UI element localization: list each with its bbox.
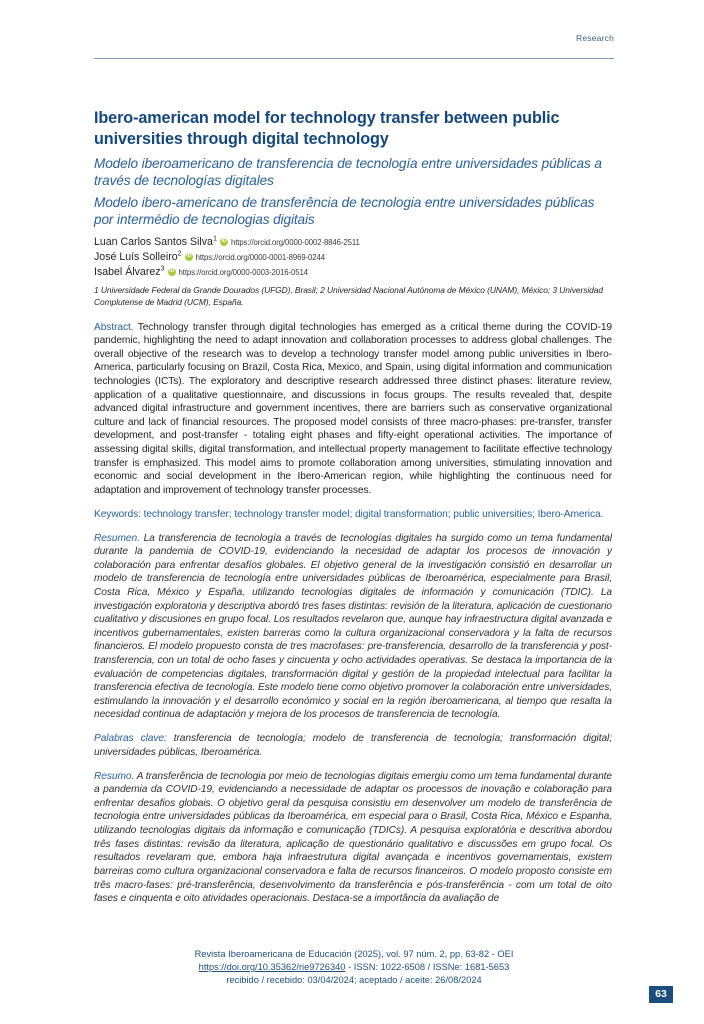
page-footer <box>94 948 614 988</box>
abstract-english <box>94 321 612 498</box>
palabras-clave-label: Palabras clave: <box>94 733 167 745</box>
issn-text: - ISSN: 1022-6508 / ISSNe: 1681-5653 <box>345 962 510 973</box>
author-entry <box>94 265 612 280</box>
keywords-label: Keywords <box>94 508 139 520</box>
resumen-label: Resumen. <box>94 532 140 544</box>
keywords-body: : technology transfer; technology transfer model; digital transformation; public universities; Ibero-America. <box>138 508 604 520</box>
resumo-body: A transferência de tecnologia por meio de tecnologias digitais emergiu como um tema fundamental durante a pandemia da COVID-19, evidenciando a necessidade de adaptar os processos de inovação e colaboração para enfrentar desafios globais. O objetivo geral da pesquisa consistiu em desenvolver um modelo de transferência de tecnologia entre universidades públicas da Iberoamérica, em especial para o Brasil, Costa Rica, México e Espanha, utilizando tecnologias digitais da informação e comunicação (TDICs). A pesquisa exploratória e descritiva abordou três fases distintas: revisão da literatura, aplicação de questionário qualitativo e discussões em grupo focal. Os resultados revelaram que, embora haja infraestrutura digital avançada e incentivos governamentais, existem barreiras como cultura organizacional conservadora e falta de recursos financeiros. O modelo proposto consiste em três macro-fases: pré-transferência, desenvolvimento da transferência e pós-transferência - com um total de oito fases e cinquenta e oito atividades operacionais. Destaca-se a importância da avaliação de <box>94 770 612 905</box>
author-entry <box>94 235 612 250</box>
keywords-english <box>94 508 612 522</box>
orcid-icon[interactable] <box>168 268 177 277</box>
orcid-url[interactable]: https://orcid.org/0000-0001-8969-0244 <box>195 253 325 263</box>
article-content <box>94 108 612 916</box>
author-name: José Luís Solleiro <box>94 251 178 264</box>
author-name: Isabel Álvarez <box>94 266 161 279</box>
orcid-url[interactable]: https://orcid.org/0000-0003-2016-0514 <box>178 268 308 278</box>
abstract-portuguese <box>94 770 612 906</box>
abstract-body: Technology transfer through digital technologies has emerged as a critical theme during the COVID-19 pandemic, highlighting the need to adapt innovation and collaboration processes to address global challenges. The overall objective of the research was to develop a technology transfer model among public universities in Ibero-America, particularly focusing on Brazil, Costa Rica, Mexico, and Spain, using digital information and communication technologies (ICTs). The exploratory and descriptive research addressed three distinct phases: literature review, application of a qualitative questionnaire, and discussions in focus groups. The results revealed that, despite advanced digital infrastructure and government incentives, there are barriers such as conservative organizational culture and lack of financial resources. The proposed model consists of three macro-phases: pre-transfer, transfer development, and post-transfer - totaling eight phases and fifty-eight operational activities. The importance of assessing digital skills, digital transformation, and intellectual property management to facilitate effective technology transfer is emphasized. This model aims to promote collaboration among universities, stimulating innovation and economic and social development in the Ibero-American region, while highlighting the continuous need for adaptation and improvement of technology transfer processes. <box>94 321 612 496</box>
abstract-spanish <box>94 532 612 723</box>
resumen-body: La transferencia de tecnología a través de tecnologías digitales ha surgido como un tema fundamental durante la pandemia de COVID-19, evidenciando la necesidad de adaptar los procesos de innovación y colaboración para enfrentar desafíos globales. El objetivo general de la investigación consistió en desarrollar un modelo de transferencia de tecnología entre universidades públicas de Iberoamérica, especialmente para Brasil, Costa Rica, México y España, utilizando tecnologías digitales de información y comunicación (TDIC). La investigación exploratoria y descriptiva abordó tres fases distintas: revisión de la literatura, aplicación de cuestionario cualitativo y discusiones en grupo focal. Los resultados revelaron que, aunque hay infraestructura digital avanzada e incentivos gubernamentales, existen barreras como la cultura organizacional conservadora y la falta de recursos financieros. El modelo propuesto consta de tres macrofases: pre-transferencia, desarrollo de la transferencia y post-transferencia, con un total de ocho fases y cincuenta y ocho actividades operativas. Se destaca la importancia de la evaluación de competencias digitales, transformación digital y gestión de la propiedad intelectual para facilitar la transferencia efectiva de tecnología. Este modelo tiene como objetivo promover la colaboración entre universidades, estimulando la innovación y el desarrollo económico y social en la región iberoamericana, al tiempo que resalta la necesidad continua de adaptación y mejora de los procesos de transferencia de tecnología. <box>94 532 612 721</box>
abstract-label: Abstract. <box>94 321 134 333</box>
header-divider <box>94 58 614 59</box>
doi-link[interactable]: https://doi.org/10.35362/rie9726340 <box>198 962 346 973</box>
title-spanish: Modelo iberoamericano de transferencia de tecnología entre universidades públicas a través de tecnologías digitales <box>94 156 602 189</box>
palabras-clave-body: transferencia de tecnología; modelo de transferencia de tecnología; transformación digital; universidades públicas, Iberoamérica. <box>94 733 612 758</box>
author-name: Luan Carlos Santos Silva <box>94 236 213 249</box>
author-affiliation-marker: 3 <box>160 263 165 273</box>
footer-dates: recibido / recebido: 03/04/2024; aceptado / aceite: 26/08/2024 <box>226 975 482 986</box>
keywords-spanish <box>94 732 612 759</box>
title-portuguese: Modelo ibero-americano de transferência de tecnologia entre universidades públicas por intermédio de tecnologias digitais <box>94 194 595 227</box>
running-head: Research <box>576 33 614 43</box>
page-title: Ibero-american model for technology transfer between public universities through digital technology <box>94 109 560 149</box>
orcid-icon[interactable] <box>185 253 194 262</box>
resumo-label: Resumo. <box>94 770 135 782</box>
author-list <box>94 235 612 280</box>
orcid-icon[interactable] <box>220 238 229 247</box>
author-affiliation-marker: 1 <box>212 233 217 243</box>
orcid-url[interactable]: https://orcid.org/0000-0002-8846-2511 <box>230 238 360 248</box>
author-affiliation-marker: 2 <box>177 248 182 258</box>
affiliations: 1 Universidade Federal da Grande Dourados (UFGD), Brasil; 2 Universidad Nacional Autónoma de México (UNAM), México; 3 Universidad Complutense de Madrid (UCM), España. <box>94 285 603 308</box>
footer-citation: Revista Iberoamericana de Educación (2025), vol. 97 núm. 2, pp. 63-82 - OEI <box>194 949 514 959</box>
author-entry <box>94 250 612 265</box>
footer-issn-line <box>94 961 614 974</box>
page-number-badge: 63 <box>648 985 674 1004</box>
